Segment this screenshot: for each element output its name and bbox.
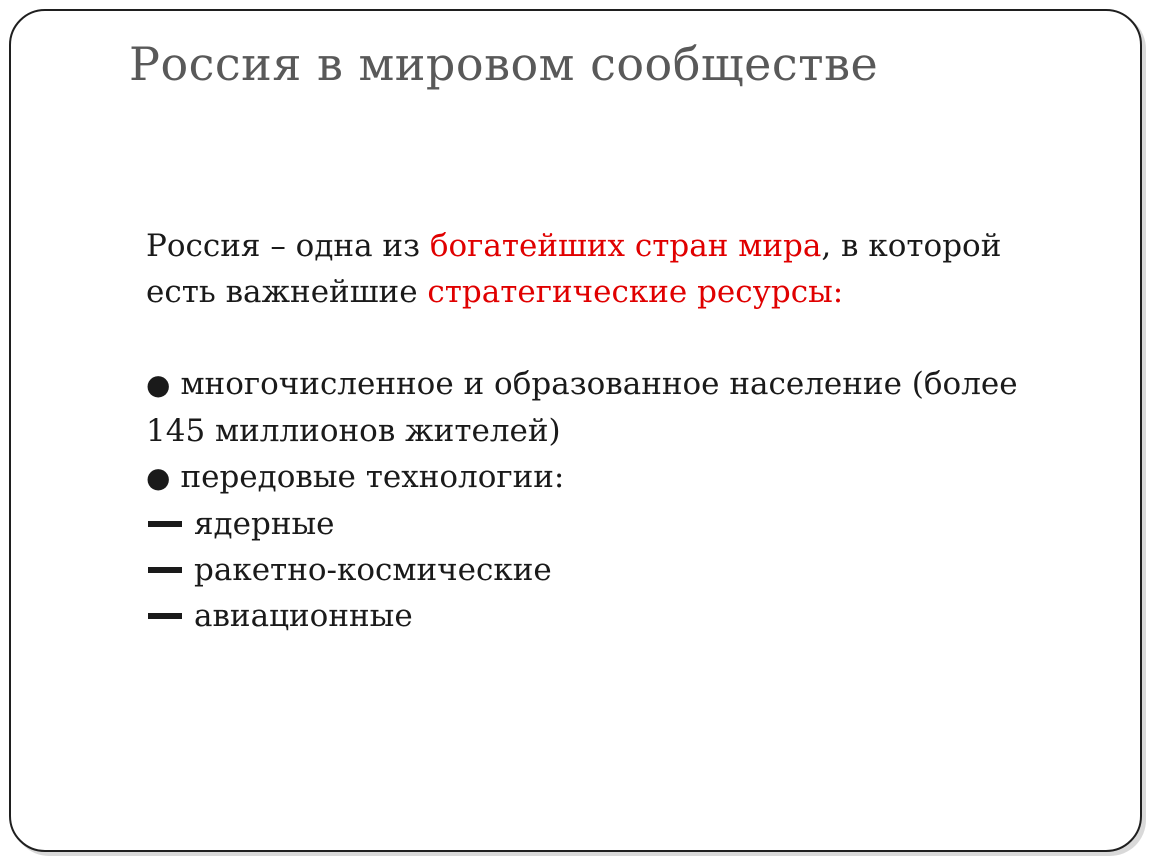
slide-body [146, 223, 1026, 639]
sub-item-aviation: авиационные [194, 598, 413, 634]
bullet-item [146, 454, 1026, 501]
intro-highlight-strategic-resources: стратегические ресурсы: [427, 274, 844, 310]
bullet-item [146, 361, 1026, 454]
bullet-text-population: многочисленное и образованное население (более 145 миллионов жителей) [146, 366, 1018, 449]
bullet-dot-icon: ● [146, 368, 171, 401]
dash-icon [148, 613, 182, 619]
bullet-dot-icon: ● [146, 461, 171, 494]
intro-highlight-rich-countries: богатейших стран мира [429, 228, 822, 264]
dash-icon [148, 521, 182, 527]
slide [9, 9, 1142, 852]
paragraph-spacer [146, 315, 1026, 361]
sub-item [146, 547, 1026, 593]
sub-item [146, 501, 1026, 547]
intro-paragraph [146, 223, 1026, 315]
intro-text-part2: , в которой есть важнейшие [146, 228, 1002, 310]
dash-icon [148, 567, 182, 573]
sub-item-nuclear: ядерные [194, 506, 335, 542]
intro-text-part1: Россия – одна из [146, 228, 430, 264]
slide-title: Россия в мировом сообществе [129, 37, 879, 91]
sub-item [146, 593, 1026, 639]
sub-item-rocket-space: ракетно-космические [194, 552, 552, 588]
bullet-text-technologies: передовые технологии: [180, 459, 565, 495]
